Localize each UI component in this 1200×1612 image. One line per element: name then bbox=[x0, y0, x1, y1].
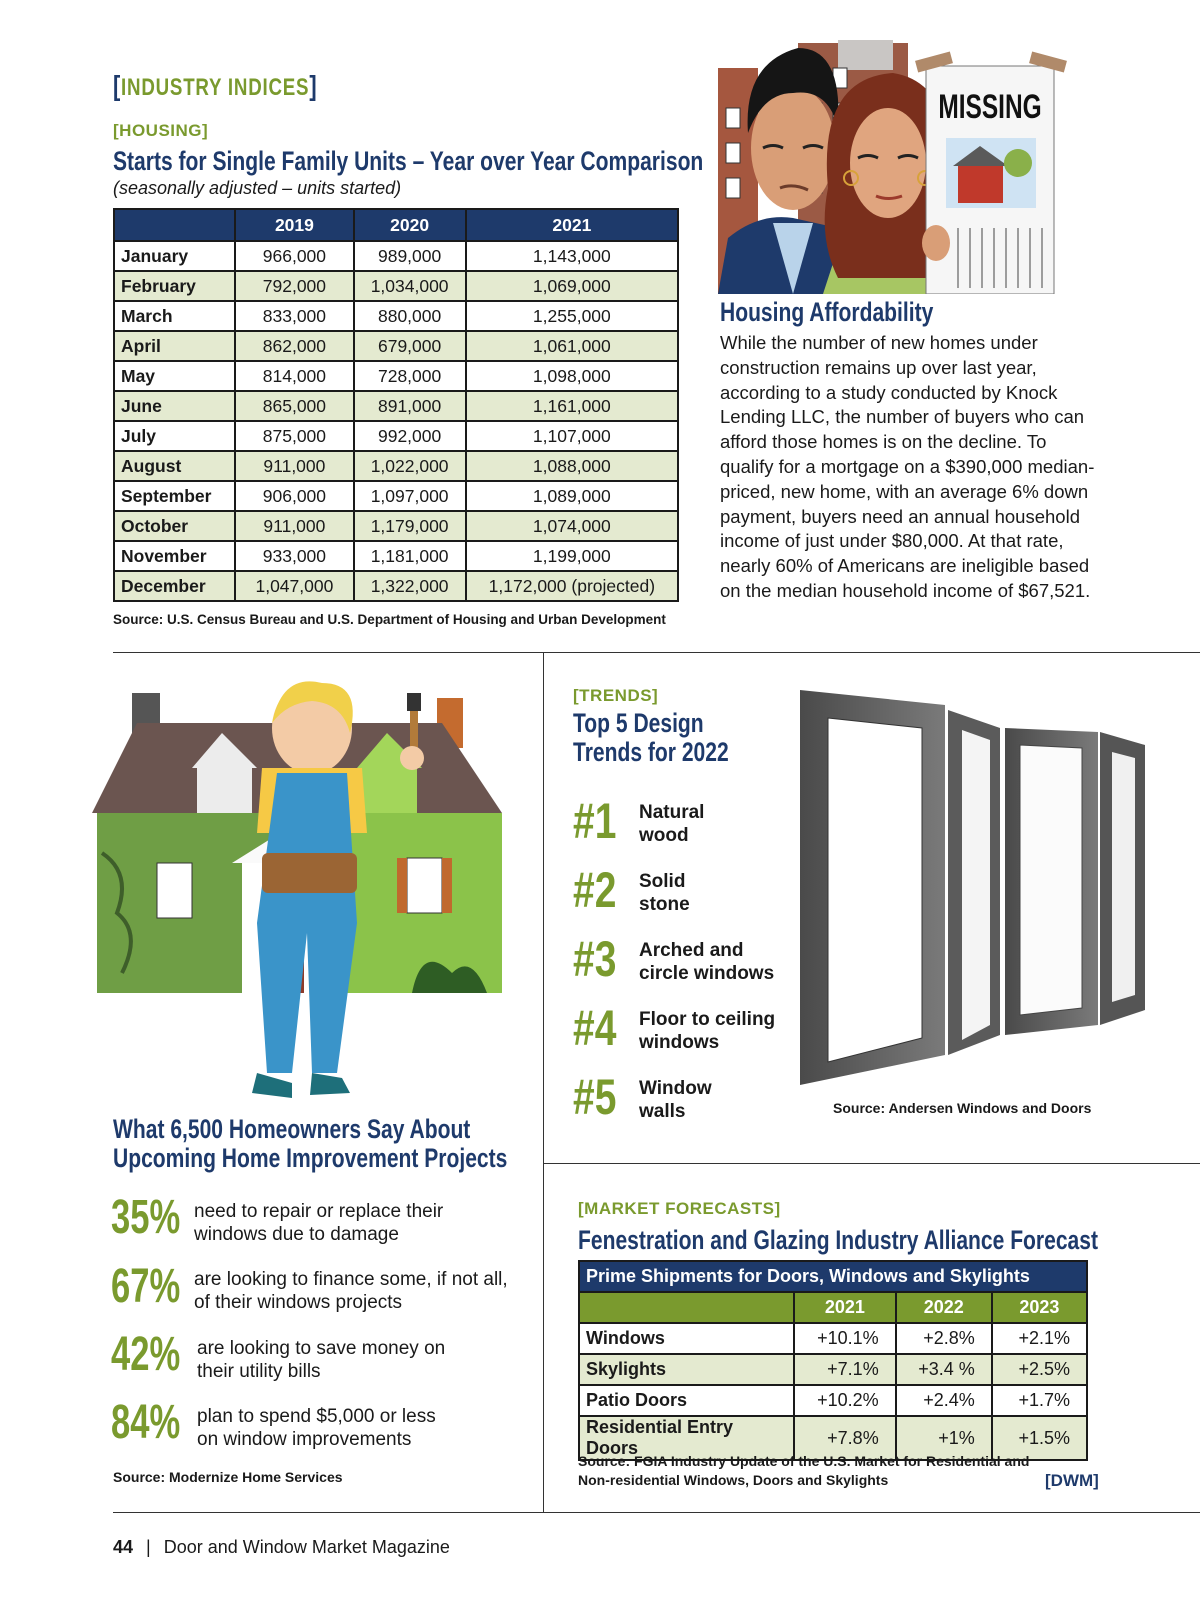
column-header: 2021 bbox=[794, 1292, 896, 1323]
table-row bbox=[114, 511, 678, 541]
trend-line: Arched and bbox=[639, 940, 744, 961]
table-row bbox=[114, 271, 678, 301]
homeowners-title-line2: Upcoming Home Improvement Projects bbox=[113, 1143, 508, 1173]
table-row bbox=[114, 241, 678, 271]
trends-source: Source: Andersen Windows and Doors bbox=[833, 1100, 1092, 1116]
column-header bbox=[114, 209, 235, 241]
row-label: Windows bbox=[579, 1323, 794, 1354]
value-cell: +3.4 % bbox=[896, 1354, 992, 1385]
table-row bbox=[114, 391, 678, 421]
page-number: 44 bbox=[113, 1537, 134, 1557]
row-label: Skylights bbox=[579, 1354, 794, 1385]
stat-line: on window improvements bbox=[197, 1429, 412, 1450]
value-cell: 989,000 bbox=[354, 241, 466, 271]
table-row bbox=[114, 361, 678, 391]
value-cell: 1,047,000 bbox=[235, 571, 353, 601]
housing-title: Starts for Single Family Units – Year over Year Comparison bbox=[113, 146, 704, 176]
affordability-title: Housing Affordability bbox=[720, 297, 934, 327]
missing-sign-text: MISSING bbox=[938, 88, 1042, 127]
value-cell: +2.1% bbox=[992, 1323, 1087, 1354]
stat-description bbox=[197, 1405, 436, 1451]
trend-line: Natural bbox=[639, 802, 705, 823]
value-cell: 1,089,000 bbox=[466, 481, 678, 511]
column-header: 2019 bbox=[235, 209, 353, 241]
month-cell: November bbox=[114, 541, 235, 571]
bracket-open: [ bbox=[113, 70, 122, 101]
trends-title-line1: Top 5 Design bbox=[573, 708, 704, 738]
homeowners-title-line1: What 6,500 Homeowners Say About bbox=[113, 1114, 471, 1144]
value-cell: 1,022,000 bbox=[354, 451, 466, 481]
table-caption-row bbox=[579, 1261, 1087, 1292]
trends-title-line2: Trends for 2022 bbox=[573, 737, 729, 767]
source-line: Non-residential Windows, Doors and Skylights bbox=[578, 1472, 889, 1488]
trend-line: walls bbox=[639, 1101, 686, 1122]
stat-line: of their windows projects bbox=[194, 1292, 403, 1313]
month-cell: September bbox=[114, 481, 235, 511]
value-cell: +2.4% bbox=[896, 1385, 992, 1416]
trend-line: stone bbox=[639, 894, 690, 915]
value-cell: 1,069,000 bbox=[466, 271, 678, 301]
value-cell: 906,000 bbox=[235, 481, 353, 511]
value-cell: 880,000 bbox=[354, 301, 466, 331]
table-header-row bbox=[114, 209, 678, 241]
trend-item bbox=[639, 1077, 712, 1123]
value-cell: 1,107,000 bbox=[466, 421, 678, 451]
housing-subtitle: (seasonally adjusted – units started) bbox=[113, 178, 402, 198]
table-row bbox=[579, 1323, 1087, 1354]
month-cell: February bbox=[114, 271, 235, 301]
value-cell: 1,161,000 bbox=[466, 391, 678, 421]
forecast-kicker: [MARKET FORECASTS] bbox=[578, 1199, 781, 1218]
trend-line: windows bbox=[639, 1032, 720, 1053]
homeowners-source: Source: Modernize Home Services bbox=[113, 1469, 343, 1485]
value-cell: 1,143,000 bbox=[466, 241, 678, 271]
value-cell: 875,000 bbox=[235, 421, 353, 451]
value-cell: +1% bbox=[896, 1416, 992, 1460]
stat-description bbox=[194, 1268, 508, 1314]
month-cell: March bbox=[114, 301, 235, 331]
month-cell: July bbox=[114, 421, 235, 451]
source-line: Source: FGIA Industry Update of the U.S. Market for Residential and bbox=[578, 1453, 1030, 1469]
table-row bbox=[114, 481, 678, 511]
value-cell: 1,255,000 bbox=[466, 301, 678, 331]
month-cell: August bbox=[114, 451, 235, 481]
value-cell: 933,000 bbox=[235, 541, 353, 571]
section-header-industry-indices bbox=[113, 70, 317, 102]
value-cell: 833,000 bbox=[235, 301, 353, 331]
forecast-title: Fenestration and Glazing Industry Alliance Forecast bbox=[578, 1225, 1098, 1255]
value-cell: +2.8% bbox=[896, 1323, 992, 1354]
value-cell: 1,172,000 (projected) bbox=[466, 571, 678, 601]
trend-line: wood bbox=[639, 825, 689, 846]
bracket-close: ] bbox=[309, 70, 318, 101]
folding-door-photo bbox=[800, 690, 1152, 1090]
divider bbox=[543, 652, 544, 1512]
value-cell: 1,179,000 bbox=[354, 511, 466, 541]
stat-percent: 67% bbox=[111, 1260, 181, 1313]
value-cell: 1,199,000 bbox=[466, 541, 678, 571]
trend-rank: #4 bbox=[573, 1000, 617, 1056]
value-cell: 1,098,000 bbox=[466, 361, 678, 391]
value-cell: +1.7% bbox=[992, 1385, 1087, 1416]
month-cell: May bbox=[114, 361, 235, 391]
column-header: 2020 bbox=[354, 209, 466, 241]
table-row bbox=[579, 1354, 1087, 1385]
table-row bbox=[114, 571, 678, 601]
row-label: Residential Entry Doors bbox=[579, 1416, 794, 1460]
header-blank bbox=[579, 1292, 794, 1323]
table-row bbox=[114, 451, 678, 481]
value-cell: 911,000 bbox=[235, 451, 353, 481]
table-row bbox=[579, 1385, 1087, 1416]
month-cell: January bbox=[114, 241, 235, 271]
industry-indices-label: INDUSTRY INDICES bbox=[121, 74, 310, 101]
value-cell: +7.1% bbox=[794, 1354, 896, 1385]
stat-description bbox=[194, 1200, 443, 1246]
divider bbox=[113, 652, 1200, 653]
stat-percent: 35% bbox=[111, 1191, 181, 1244]
publication-name: Door and Window Market Magazine bbox=[163, 1537, 450, 1557]
value-cell: +7.8% bbox=[794, 1416, 896, 1460]
value-cell: 862,000 bbox=[235, 331, 353, 361]
value-cell: +10.2% bbox=[794, 1385, 896, 1416]
divider bbox=[113, 1512, 1200, 1513]
trends-kicker: [TRENDS] bbox=[573, 686, 659, 705]
footer-separator: | bbox=[146, 1537, 151, 1557]
stat-line: are looking to save money on bbox=[197, 1338, 446, 1359]
trend-item bbox=[639, 1008, 775, 1054]
value-cell: 992,000 bbox=[354, 421, 466, 451]
stat-line: their utility bills bbox=[197, 1361, 321, 1382]
trend-rank: #5 bbox=[573, 1069, 617, 1125]
value-cell: 679,000 bbox=[354, 331, 466, 361]
value-cell: 1,061,000 bbox=[466, 331, 678, 361]
month-cell: October bbox=[114, 511, 235, 541]
homeowner-house-illustration bbox=[92, 673, 512, 1103]
stat-line: need to repair or replace their bbox=[194, 1201, 444, 1222]
trend-rank: #1 bbox=[573, 793, 617, 849]
value-cell: 1,097,000 bbox=[354, 481, 466, 511]
dwm-tag: [DWM] bbox=[1045, 1471, 1099, 1490]
value-cell: 814,000 bbox=[235, 361, 353, 391]
table-row bbox=[114, 331, 678, 361]
worried-couple-illustration bbox=[718, 38, 1098, 294]
value-cell: +1.5% bbox=[992, 1416, 1087, 1460]
month-cell: April bbox=[114, 331, 235, 361]
housing-starts-table bbox=[113, 208, 679, 602]
stat-line: windows due to damage bbox=[194, 1224, 399, 1245]
forecast-table bbox=[578, 1260, 1088, 1461]
housing-kicker: [HOUSING] bbox=[113, 121, 209, 140]
trend-rank: #3 bbox=[573, 931, 617, 987]
value-cell: +2.5% bbox=[992, 1354, 1087, 1385]
divider bbox=[543, 1163, 1200, 1164]
value-cell: 1,088,000 bbox=[466, 451, 678, 481]
table-row bbox=[114, 541, 678, 571]
value-cell: 865,000 bbox=[235, 391, 353, 421]
column-header: 2021 bbox=[466, 209, 678, 241]
value-cell: 891,000 bbox=[354, 391, 466, 421]
month-cell: December bbox=[114, 571, 235, 601]
trend-rank: #2 bbox=[573, 862, 617, 918]
trend-line: Floor to ceiling bbox=[639, 1009, 776, 1030]
stat-line: plan to spend $5,000 or less bbox=[197, 1406, 436, 1427]
stat-percent: 84% bbox=[111, 1396, 181, 1449]
trend-line: Window bbox=[639, 1078, 712, 1099]
stat-line: are looking to finance some, if not all, bbox=[194, 1269, 508, 1290]
table-row bbox=[114, 301, 678, 331]
stat-percent: 42% bbox=[111, 1328, 181, 1381]
table-header-row bbox=[579, 1292, 1087, 1323]
trend-item bbox=[639, 939, 774, 985]
trend-item bbox=[639, 870, 690, 916]
value-cell: 1,074,000 bbox=[466, 511, 678, 541]
table-row bbox=[114, 421, 678, 451]
value-cell: +10.1% bbox=[794, 1323, 896, 1354]
value-cell: 728,000 bbox=[354, 361, 466, 391]
column-header: 2022 bbox=[896, 1292, 992, 1323]
value-cell: 1,322,000 bbox=[354, 571, 466, 601]
row-label: Patio Doors bbox=[579, 1385, 794, 1416]
value-cell: 1,181,000 bbox=[354, 541, 466, 571]
trend-item bbox=[639, 801, 704, 847]
table-caption: Prime Shipments for Doors, Windows and Skylights bbox=[579, 1261, 1087, 1292]
value-cell: 911,000 bbox=[235, 511, 353, 541]
trend-line: Solid bbox=[639, 871, 686, 892]
trend-line: circle windows bbox=[639, 963, 775, 984]
housing-source: Source: U.S. Census Bureau and U.S. Department of Housing and Urban Development bbox=[113, 612, 666, 627]
value-cell: 1,034,000 bbox=[354, 271, 466, 301]
forecast-source bbox=[578, 1452, 1029, 1490]
affordability-body: While the number of new homes under construction remains up over last year, according to a study conducted by Knock Lending LLC, the number of buyers who can afford those homes is on the decline. To qualify for a mortgage on a $390,000 median-priced, new home, with an average 6% down payment, buyers need an annual household income of just under $80,000. At that rate, nearly 60% of Americans are ineligible based on the median household income of $67,521. bbox=[720, 332, 1095, 601]
stat-description bbox=[197, 1337, 445, 1383]
column-header: 2023 bbox=[992, 1292, 1087, 1323]
value-cell: 966,000 bbox=[235, 241, 353, 271]
value-cell: 792,000 bbox=[235, 271, 353, 301]
page-footer bbox=[113, 1537, 450, 1558]
month-cell: June bbox=[114, 391, 235, 421]
